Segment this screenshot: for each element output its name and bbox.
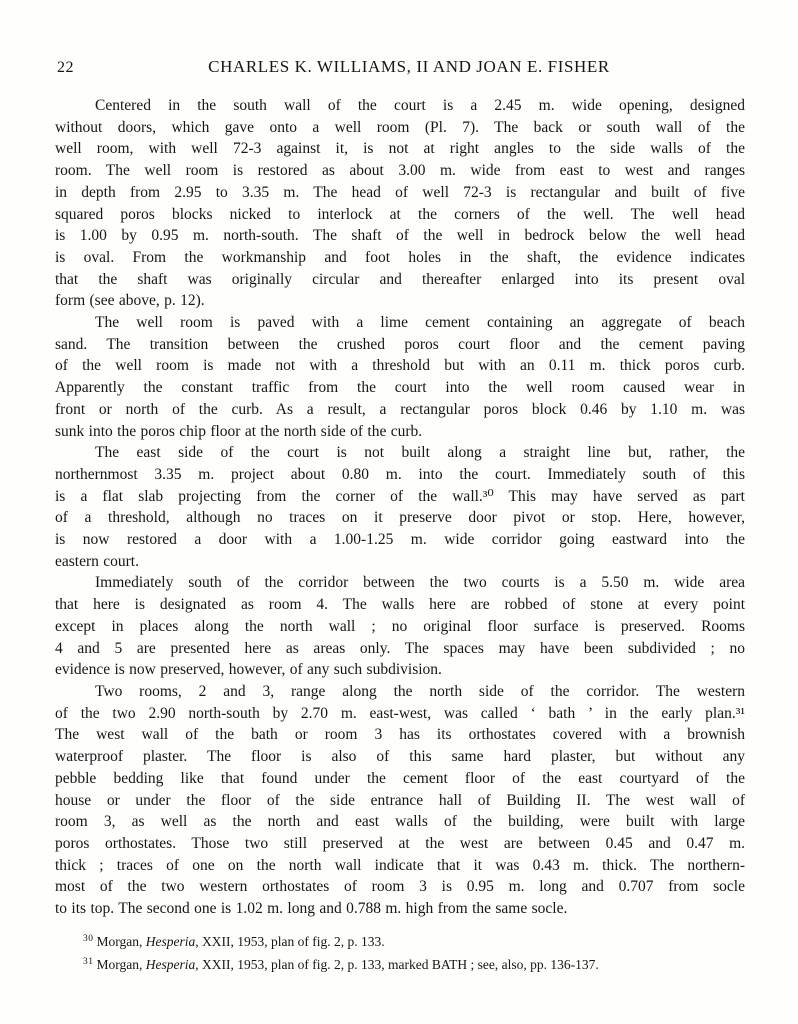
text-line: that here is designated as room 4. The walls here are robbed of stone at every point: [55, 596, 745, 614]
text-line: to its top. The second one is 1.02 m. long and 0.788 m. high from the same socle.: [55, 900, 568, 918]
text-line: of the two 2.90 north-south by 2.70 m. east-west, was called ‘ bath ’ in the early plan.³¹: [55, 704, 745, 722]
page-number: 22: [57, 59, 74, 76]
text-line: sunk into the poros chip floor at the north side of the curb.: [55, 422, 423, 440]
text-line: of a threshold, although no traces on it preserve door pivot or stop. Here, however,: [55, 509, 745, 527]
footnotes: [55, 929, 745, 976]
footnote-marker: 31: [83, 957, 94, 968]
paragraph: [55, 312, 745, 442]
text-line: squared poros blocks nicked to interlock at the corners of the well. The well head: [55, 205, 745, 223]
text-line: that the shaft was originally circular and thereafter enlarged into its present oval: [55, 270, 745, 288]
footnote-text-part: Morgan,: [96, 933, 146, 949]
text-line: northernmost 3.35 m. project about 0.80 m. into the court. Immediately south of this: [55, 465, 745, 483]
text-line: Two rooms, 2 and 3, range along the north side of the corridor. The western: [95, 682, 745, 700]
paragraph: [55, 442, 745, 572]
paragraph: [55, 95, 745, 312]
text-line: Immediately south of the corridor between the two courts is a 5.50 m. wide area: [95, 574, 745, 592]
text-line: room. The well room is restored as about 3.00 m. wide from east to west and ranges: [55, 162, 745, 180]
footnote-text-part: Morgan,: [96, 957, 146, 973]
text-line: of the well room is made not with a threshold but with an 0.11 m. thick poros curb.: [55, 357, 745, 375]
text-line: is 1.00 by 0.95 m. north-south. The shaft of the well in bedrock below the well head: [55, 227, 745, 245]
text-line: well room, with well 72-3 against it, is not at right angles to the side walls of the: [55, 140, 745, 158]
text-line: Centered in the south wall of the court is a 2.45 m. wide opening, designed: [95, 97, 745, 114]
footnote-journal: Hesperia: [145, 957, 196, 973]
running-head-title: CHARLES K. WILLIAMS, II AND JOAN E. FISHER: [208, 57, 610, 76]
text-line: eastern court.: [55, 552, 139, 570]
text-line: is a flat slab projecting from the corner of the wall.³⁰ This may have served as part: [55, 487, 745, 505]
footnote-journal: Hesperia: [145, 933, 196, 949]
text-line: most of the two western orthostates of room 3 is 0.95 m. long and 0.707 from socle: [55, 878, 745, 896]
text-line: waterproof plaster. The floor is also of this same hard plaster, but without any: [55, 748, 745, 766]
footnote-marker: 30: [83, 933, 94, 944]
text-line: is oval. From the workmanship and foot holes in the shaft, the evidence indicates: [55, 248, 745, 266]
text-line: The west wall of the bath or room 3 has its orthostates covered with a brownish: [55, 726, 745, 744]
text-line: Apparently the constant traffic from the court into the well room caused wear in: [55, 379, 745, 397]
footnote: [55, 952, 745, 976]
text-line: The east side of the court is not built along a straight line but, rather, the: [95, 444, 745, 462]
running-head: [55, 57, 745, 79]
text-line: without doors, which gave onto a well room (Pl. 7). The back or south wall of the: [55, 118, 745, 136]
text-line: 4 and 5 are presented here as areas only. The spaces may have been subdivided ; no: [55, 639, 745, 657]
text-line: The well room is paved with a lime cement containing an aggregate of beach: [95, 314, 745, 332]
text-line: house or under the floor of the side entrance hall of Building II. The west wall of: [55, 791, 745, 809]
text-line: is now restored a door with a 1.00-1.25 m. wide corridor going eastward into the: [55, 531, 745, 549]
paragraph: [55, 572, 745, 681]
text-line: sand. The transition between the crushed poros court floor and the cement paving: [55, 335, 745, 353]
text-line: form (see above, p. 12).: [55, 292, 205, 310]
text-line: poros orthostates. Those two still preserved at the west are between 0.45 and 0.47 m.: [55, 834, 745, 852]
text-line: except in places along the north wall ; no original floor surface is preserved. Rooms: [55, 617, 745, 635]
footnote-text-part: , XXII, 1953, plan of fig. 2, p. 133, marked BATH ; see, also, pp. 136-137.: [195, 957, 599, 973]
footnote-text-part: , XXII, 1953, plan of fig. 2, p. 133.: [195, 933, 385, 949]
text-line: room 3, as well as the north and east walls of the building, were built with large: [55, 813, 745, 831]
body-text: [55, 95, 745, 920]
footnote: [55, 929, 745, 953]
text-line: front or north of the curb. As a result, a rectangular poros block 0.46 by 1.10 m. was: [55, 400, 745, 418]
text-line: evidence is now preserved, however, of any such subdivision.: [55, 661, 442, 679]
text-line: in depth from 2.95 to 3.35 m. The head of well 72-3 is rectangular and built of five: [55, 183, 745, 201]
text-line: pebble bedding like that found under the cement floor of the east courtyard of the: [55, 769, 745, 787]
paragraph: [55, 681, 745, 920]
text-line: thick ; traces of one on the north wall indicate that it was 0.43 m. thick. The northern-: [55, 856, 745, 874]
